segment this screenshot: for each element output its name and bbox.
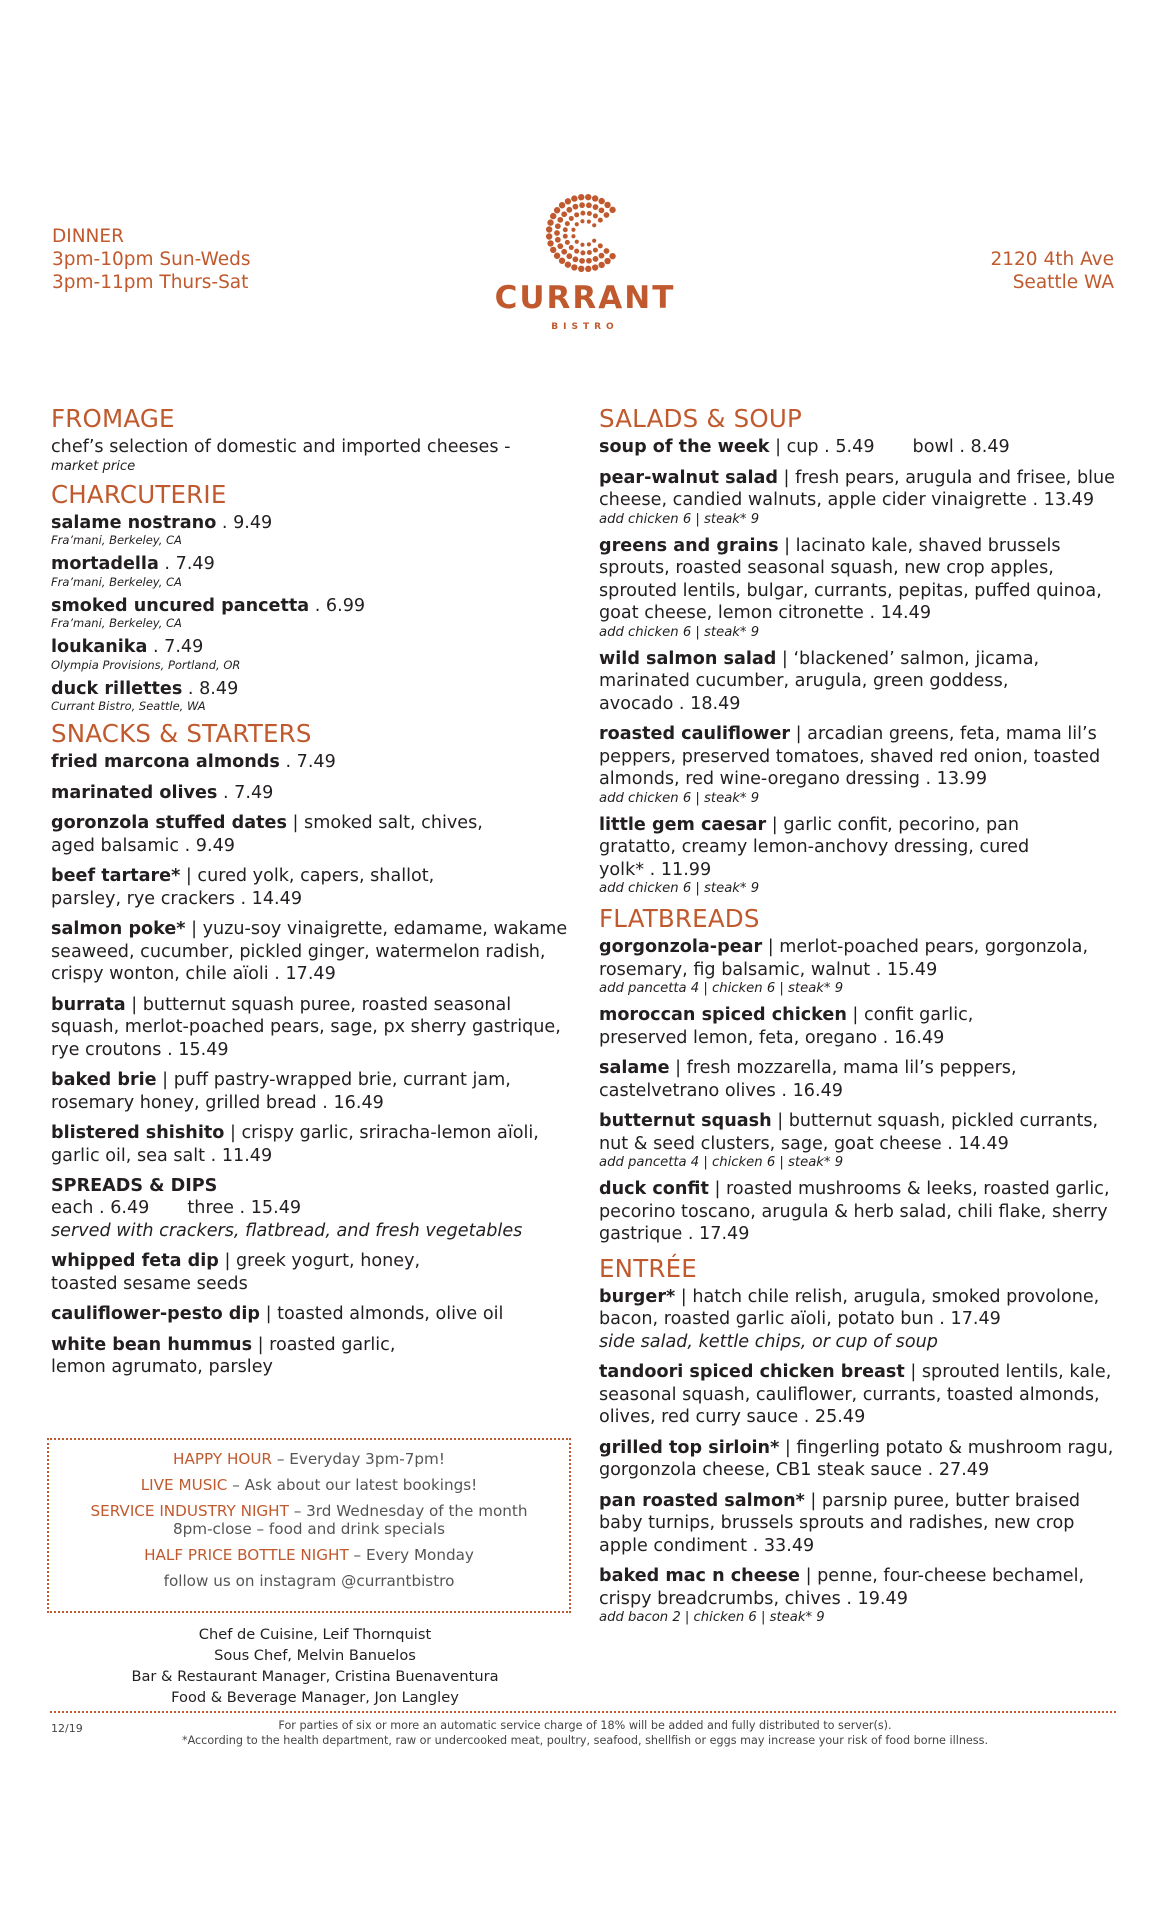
logo-dot (569, 245, 574, 250)
item-name: loukanika (51, 637, 148, 657)
brand-subtitle: BISTRO (551, 322, 619, 332)
logo-dot (592, 239, 596, 243)
menu-item (599, 1004, 1019, 1049)
item-desc: | fresh mozzarella, mama lil’s peppers, castelvetrano olives . 16.49 (599, 1058, 1017, 1101)
item-name: grilled top sirloin* (599, 1437, 780, 1458)
logo-dot (587, 211, 592, 216)
item-desc: | arcadian greens, feta, mama lil’s peppers, preserved tomatoes, shaved red onion, toasted almonds, red wine-oregano dressing . 13.99 (599, 724, 1101, 789)
menu-left-column (51, 404, 571, 1387)
fromage-desc: chef’s selection of domestic and imported cheeses - (51, 437, 511, 457)
promo-live-music (49, 1476, 569, 1494)
item-price: . 9.49 (216, 512, 273, 533)
promo-box (47, 1438, 571, 1613)
logo-dot (578, 194, 584, 200)
logo-dot (609, 207, 615, 213)
logo-dot (565, 261, 571, 267)
promo-text: – Ask about our latest bookings! (227, 1476, 478, 1494)
menu-item (599, 648, 1069, 716)
item-desc: | fresh pears, arugula and frisee, blue cheese, candied walnuts, apple cider vinaigrette . 13.49 (599, 467, 1115, 510)
item-name: tandoori spiced chicken breast (599, 1362, 905, 1382)
item-source: Currant Bistro, Seattle, WA (51, 699, 206, 713)
promo-happy-hour (49, 1450, 569, 1468)
spreads-three: three . 15.49 (187, 1198, 302, 1218)
item-name: white bean hummus (51, 1334, 253, 1355)
menu-item (51, 782, 571, 805)
item-desc: | roasted mushrooms & leeks, roasted garlic, pecorino toscano, arugula & herb salad, chili flake, sherry gastrique . 17.49 (599, 1179, 1110, 1244)
logo-dot (604, 248, 610, 254)
logo-dot (598, 262, 604, 268)
logo-dot (587, 242, 591, 246)
menu-item (51, 751, 571, 774)
logo-dot (580, 211, 585, 216)
item-desc: | crispy garlic, sriracha-lemon aïoli, garlic oil, sea salt . 11.49 (51, 1123, 539, 1166)
logo-dot (580, 250, 585, 255)
logo-dot (571, 228, 575, 232)
spreads-block (51, 1175, 571, 1242)
address-line-2: Seattle WA (1012, 272, 1114, 293)
item-desc: | puff pastry-wrapped brie, currant jam, rosemary honey, grilled bread . 16.49 (51, 1070, 511, 1113)
menu-item (599, 1286, 1124, 1354)
promo-label: HAPPY HOUR (173, 1450, 272, 1468)
logo-dot (598, 218, 603, 223)
promo-label: SERVICE INDUSTRY NIGHT (90, 1502, 289, 1520)
item-addon: add bacon 2 | chicken 6 | steak* 9 (599, 1610, 825, 1625)
logo-dot (585, 194, 591, 200)
item-name: baked brie (51, 1070, 157, 1090)
section-title-fromage: FROMAGE (51, 404, 175, 433)
logo-dot (578, 266, 584, 272)
menu-item (599, 1490, 1124, 1558)
staff-list (100, 1624, 530, 1708)
menu-item (599, 1057, 1069, 1102)
logo-dot (555, 237, 561, 243)
item-name: burger* (599, 1286, 676, 1307)
fromage-item (51, 436, 571, 474)
item-name: mortadella (51, 554, 159, 574)
item-name: blistered shishito (51, 1123, 225, 1143)
hours-block (52, 225, 251, 294)
item-desc: . 7.49 (279, 752, 336, 772)
menu-item (51, 636, 571, 672)
item-name: roasted cauliflower (599, 724, 791, 744)
section-title-charcuterie: CHARCUTERIE (51, 479, 227, 509)
logo-dot (573, 256, 579, 262)
item-name: beef tartare* (51, 866, 181, 886)
logo-dot (599, 207, 605, 213)
logo-dot (599, 253, 605, 259)
logo-dot (592, 223, 596, 227)
meal-label: DINNER (52, 226, 124, 247)
menu-item (599, 1361, 1124, 1429)
logo-dot (563, 227, 568, 232)
item-name: moroccan spiced chicken (599, 1005, 847, 1025)
dotted-c-logo-icon (545, 190, 625, 276)
soup-bowl-price: bowl . 8.49 (912, 437, 1010, 457)
staff-line: Food & Beverage Manager, Jon Langley (171, 1689, 459, 1706)
logo-dot (587, 220, 591, 224)
logo-dot (593, 256, 599, 262)
logo-dot (593, 248, 598, 253)
menu-item (51, 678, 571, 714)
promo-label: HALF PRICE BOTTLE NIGHT (144, 1546, 349, 1564)
hours-line-1: 3pm-10pm Sun-Weds (52, 249, 251, 270)
item-name: salame nostrano (51, 512, 217, 533)
logo-dot (559, 202, 565, 208)
menu-item (599, 1437, 1124, 1482)
menu-item (599, 1178, 1124, 1246)
logo-dot (575, 240, 579, 244)
logo-dot (554, 230, 560, 236)
menu-item (599, 936, 1124, 996)
item-source: Fra’mani, Berkeley, CA (51, 574, 182, 589)
item-side: side salad, kettle chips, or cup of soup (599, 1331, 938, 1352)
item-name: baked mac n cheese (599, 1566, 800, 1586)
item-name: goronzola stuffed dates (51, 813, 287, 833)
spreads-title: SPREADS & DIPS (51, 1176, 218, 1196)
promo-text: – Everyday 3pm-7pm! (272, 1450, 445, 1468)
item-name: pan roasted salmon* (599, 1490, 805, 1511)
logo-dot (565, 221, 570, 226)
item-desc: . 7.49 (217, 782, 274, 803)
logo-dot (574, 249, 579, 254)
logo-dot (546, 233, 552, 239)
item-desc: | butternut squash puree, roasted seasonal squash, merlot-poached pears, sage, px sherry gastrique, rye croutons . 15.49 (51, 994, 561, 1060)
menu-right-column (599, 404, 1124, 1633)
logo-dot (573, 204, 579, 210)
item-price: . 7.49 (147, 637, 204, 657)
item-name: burrata (51, 994, 126, 1015)
logo-dot (554, 207, 560, 213)
menu-item (51, 595, 571, 631)
logo-dot (586, 202, 592, 208)
item-desc: | butternut squash, pickled currants, nut & seed clusters, sage, goat cheese . 14.49 (599, 1111, 1099, 1154)
item-name: marinated olives (51, 782, 218, 803)
logo-dot (566, 253, 572, 259)
item-addon: add pancetta 4 | chicken 6 | steak* 9 (599, 1155, 844, 1170)
item-name: greens and grains (599, 535, 779, 556)
logo-dot (554, 253, 560, 259)
logo-dot (571, 264, 577, 270)
logo-dot (547, 219, 553, 225)
item-source: Fra’mani, Berkeley, CA (51, 533, 182, 547)
logo-dot (604, 258, 610, 264)
logo-dot (586, 258, 592, 264)
logo-dot (547, 240, 553, 246)
item-name: soup of the week (599, 437, 770, 457)
menu-item (51, 1334, 451, 1379)
logo-dot (585, 266, 591, 272)
logo-dot (561, 249, 567, 255)
logo-dot (574, 212, 579, 217)
item-name: butternut squash (599, 1111, 772, 1131)
menu-item (51, 512, 571, 548)
logo-dot (592, 264, 598, 270)
staff-line: Bar & Restaurant Manager, Cristina Buenaventura (131, 1668, 499, 1685)
promo-text: – Every Monday (348, 1546, 474, 1564)
menu-item (51, 918, 571, 986)
item-desc: | lacinato kale, shaved brussels sprouts, roasted seasonal squash, new crop apples, sprouted lentils, bulgar, currants, pepitas, puffed quinoa, goat cheese, lemon citronette . 14.49 (599, 535, 1102, 623)
item-addon: add chicken 6 | steak* 9 (599, 881, 760, 896)
menu-item (599, 1565, 1124, 1625)
item-desc: | penne, four-cheese bechamel, crispy breadcrumbs, chives . 19.49 (599, 1566, 1085, 1609)
item-name: gorgonzola-pear (599, 937, 763, 957)
menu-item (599, 467, 1124, 527)
logo-dot (593, 213, 598, 218)
logo-dot (557, 217, 563, 223)
item-desc: | fingerling potato & mushroom ragu, gorgonzola cheese, CB1 steak sauce . 27.49 (599, 1437, 1114, 1480)
item-addon: add chicken 6 | steak* 9 (599, 511, 760, 527)
item-name: salmon poke* (51, 919, 186, 939)
date-code: 12/19 (51, 1722, 83, 1735)
soup-cup-price: | cup . 5.49 (769, 437, 875, 457)
logo-dot (598, 198, 604, 204)
section-title-flatbreads: FLATBREADS (599, 904, 760, 933)
item-name: duck confit (599, 1179, 709, 1199)
section-title-snacks: SNACKS & STARTERS (51, 719, 312, 748)
brand-name: CURRANT (494, 280, 676, 316)
fromage-price: market price (51, 458, 136, 474)
menu-item-soup (599, 436, 1124, 459)
menu-item (599, 814, 1069, 897)
item-name: little gem caesar (599, 814, 767, 835)
item-name: smoked uncured pancetta (51, 595, 310, 616)
item-name: cauliflower-pesto dip (51, 1304, 261, 1324)
menu-item (51, 1303, 571, 1326)
item-name: wild salmon salad (599, 648, 777, 669)
spreads-each: each . 6.49 (51, 1198, 150, 1218)
promo-instagram: follow us on instagram @currantbistro (163, 1572, 455, 1590)
footer-divider (50, 1711, 1116, 1713)
promo-text: – 3rd Wednesday of the month (288, 1502, 528, 1520)
item-desc: | garlic confit, pecorino, pan gratatto, creamy lemon-anchovy dressing, cured yolk* . 11.99 (599, 814, 1030, 880)
item-desc: | toasted almonds, olive oil (260, 1304, 504, 1324)
staff-line: Sous Chef, Melvin Banuelos (214, 1647, 416, 1664)
item-name: pear-walnut salad (599, 467, 778, 488)
footer-line-1: For parties of six or more an automatic service charge of 18% will be added and fully distributed to server(s). (278, 1719, 892, 1732)
menu-item (51, 994, 571, 1062)
menu-item (51, 553, 571, 589)
item-addon: add chicken 6 | steak* 9 (599, 790, 760, 806)
logo-dot (604, 212, 610, 218)
address-line-1: 2120 4th Ave (990, 249, 1114, 270)
menu-item (51, 1250, 471, 1295)
item-name: duck rillettes (51, 678, 183, 699)
item-source: Olympia Provisions, Portland, OR (51, 657, 241, 672)
logo-dot (550, 247, 556, 253)
section-title-entree: ENTRÉE (599, 1253, 697, 1283)
logo-dot (565, 198, 571, 204)
menu-item (51, 1069, 571, 1114)
promo-half-price (49, 1546, 569, 1564)
menu-item (51, 812, 521, 857)
hours-line-2: 3pm-11pm Thurs-Sat (52, 272, 249, 293)
footer-line-2: *According to the health department, raw or undercooked meat, poultry, seafood, shellfish or eggs may increase your risk of food borne illness. (181, 1734, 989, 1747)
staff-line: Chef de Cuisine, Leif Thornquist (198, 1626, 432, 1643)
logo-dot (557, 243, 563, 249)
menu-item (599, 723, 1124, 806)
item-name: salame (599, 1058, 670, 1078)
logo-dot (609, 253, 615, 259)
item-price: . 7.49 (158, 554, 215, 574)
logo-dot (575, 222, 579, 226)
item-desc: | ‘blackened’ salmon, jicama, marinated cucumber, arugula, green goddess, avocado . 18.49 (599, 648, 1040, 714)
logo-dot (571, 234, 575, 238)
promo-label: LIVE MUSIC (140, 1476, 228, 1494)
logo-dot (598, 243, 603, 248)
item-addon: add chicken 6 | steak* 9 (599, 624, 760, 640)
logo-dot (550, 213, 556, 219)
item-desc: | smoked salt, chives, aged balsamic . 9.49 (51, 813, 483, 856)
item-desc: | greek yogurt, honey, toasted sesame seeds (51, 1251, 421, 1294)
item-price: . 6.99 (309, 595, 366, 616)
logo-dot (565, 240, 570, 245)
item-desc: | parsnip puree, butter braised baby turnips, brussels sprouts and radishes, new crop apple condiment . 33.49 (599, 1490, 1081, 1556)
logo-dot (563, 234, 568, 239)
menu-item (51, 1122, 571, 1167)
spreads-pricing (51, 1197, 571, 1220)
section-title-salads: SALADS & SOUP (599, 404, 802, 433)
logo-dot (604, 202, 610, 208)
logo-dot (561, 211, 567, 217)
item-desc: | merlot-poached pears, gorgonzola, rosemary, fig balsamic, walnut . 15.49 (599, 937, 1089, 980)
logo-dot (580, 219, 584, 223)
logo-dot (587, 250, 592, 255)
item-name: fried marcona almonds (51, 752, 280, 772)
logo-dot (569, 216, 574, 221)
footer-notes (120, 1718, 1050, 1748)
logo-dot (571, 195, 577, 201)
item-name: whipped feta dip (51, 1251, 219, 1271)
item-desc: | roasted garlic, lemon agrumato, parsley (51, 1334, 396, 1377)
logo-dot (592, 195, 598, 201)
menu-item (599, 535, 1124, 640)
item-source: Fra’mani, Berkeley, CA (51, 616, 182, 630)
logo-dot (579, 202, 585, 208)
promo-text: 8pm-close – food and drink specials (172, 1520, 445, 1538)
item-desc: | hatch chile relish, arugula, smoked provolone, bacon, roasted garlic aïoli, potato bun . 17.49 (599, 1286, 1100, 1329)
item-desc: | confit garlic, preserved lemon, feta, oregano . 16.49 (599, 1005, 974, 1048)
logo-dot (555, 223, 561, 229)
logo-dot (546, 226, 552, 232)
item-desc: | sprouted lentils, kale, seasonal squash, cauliflower, currants, toasted almonds, olives, red curry sauce . 25.49 (599, 1362, 1112, 1427)
logo-dot (559, 258, 565, 264)
brand-logo (490, 190, 680, 332)
promo-service-industry (49, 1502, 569, 1538)
item-desc: | yuzu-soy vinaigrette, edamame, wakame seaweed, cucumber, pickled ginger, watermelon radish, crispy wonton, chile aïoli . 17.49 (51, 919, 568, 984)
logo-dot (566, 207, 572, 213)
item-price: . 8.49 (182, 678, 239, 699)
address-block (991, 248, 1115, 294)
spreads-served: served with crackers, flatbread, and fresh vegetables (51, 1220, 523, 1241)
menu-item (599, 1110, 1124, 1170)
menu-item (51, 865, 481, 910)
logo-dot (579, 258, 585, 264)
logo-dot (593, 204, 599, 210)
logo-dot (580, 243, 584, 247)
item-desc: | cured yolk, capers, shallot, parsley, rye crackers . 14.49 (51, 866, 435, 909)
item-addon: add pancetta 4 | chicken 6 | steak* 9 (599, 981, 844, 996)
